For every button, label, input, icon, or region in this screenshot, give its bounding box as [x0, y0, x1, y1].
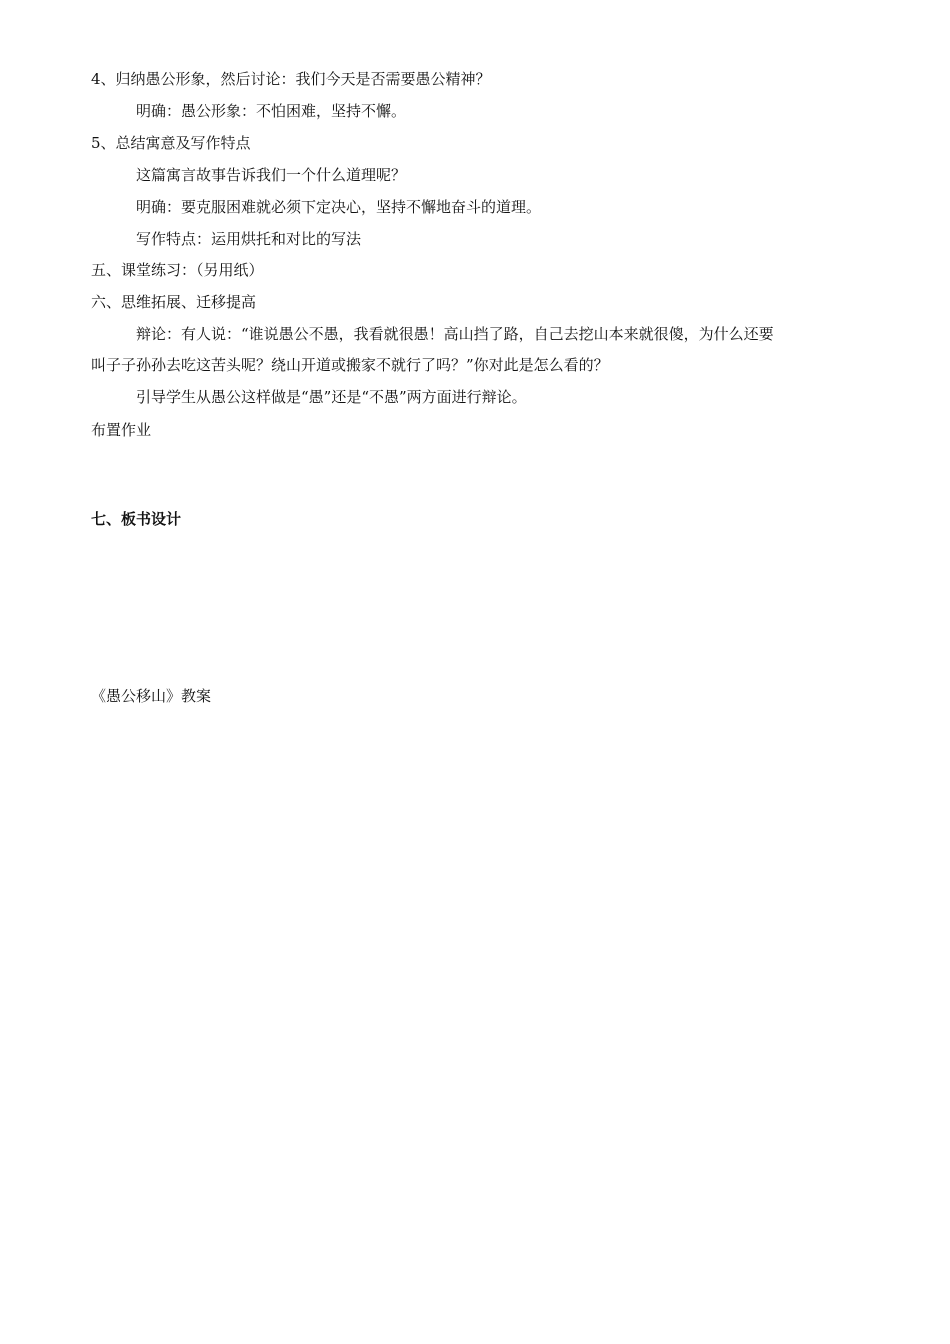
section-7-heading: 七、板书设计	[91, 510, 182, 528]
footer-title: 《愚公移山》教案	[91, 687, 212, 705]
section-6-heading: 六、思维拓展、迁移提高	[91, 293, 257, 311]
debate-guidance: 引导学生从愚公这样做是“愚”还是“不愚”两方面进行辩论。	[136, 388, 527, 406]
item-4-heading: 4、归纳愚公形象，然后讨论：我们今天是否需要愚公精神？	[91, 70, 491, 88]
homework-heading: 布置作业	[91, 421, 152, 439]
debate-line-1: 辩论：有人说：“谁说愚公不愚，我看就很愚！高山挡了路，自己去挖山本来就很傻，为什么还要	[136, 325, 774, 343]
section-5-heading: 五、课堂练习：（另用纸）	[91, 261, 264, 279]
item-5-heading: 5、总结寓意及写作特点	[91, 134, 251, 152]
writing-features: 写作特点：运用烘托和对比的写法	[136, 230, 362, 248]
answer-4: 明确：愚公形象：不怕困难，坚持不懈。	[136, 102, 407, 120]
debate-line-2: 叫子子孙孙去吃这苦头呢？绕山开道或搬家不就行了吗？”你对此是怎么看的？	[91, 356, 609, 374]
question-5: 这篇寓言故事告诉我们一个什么道理呢？	[136, 166, 407, 184]
answer-5: 明确：要克服困难就必须下定决心，坚持不懈地奋斗的道理。	[136, 198, 542, 216]
